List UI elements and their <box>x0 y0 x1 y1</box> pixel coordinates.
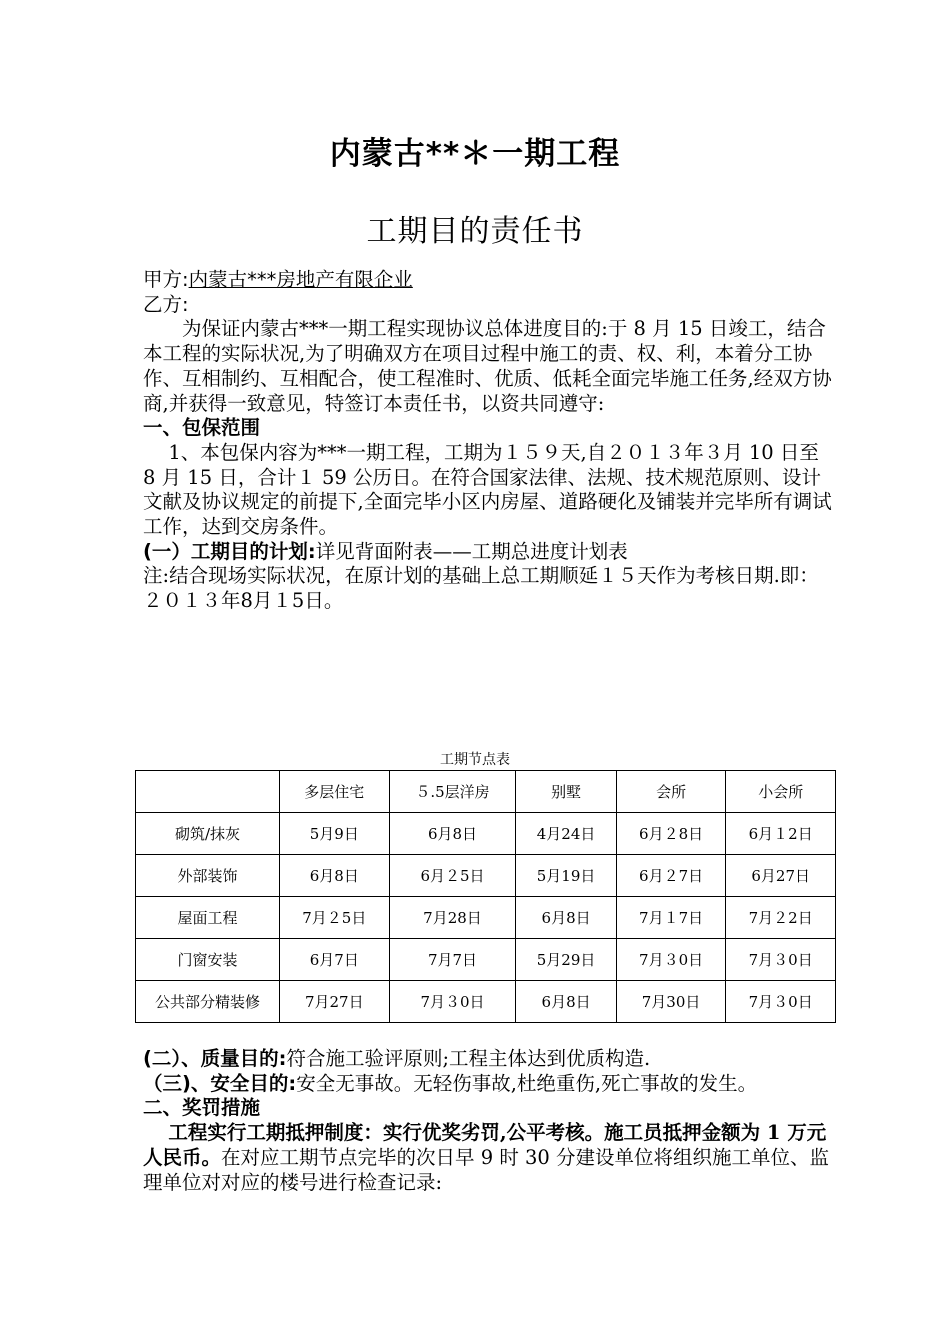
reward-bold-text: 工程实行工期抵押制度：实行优奖劣罚,公平考核。施工员抵押金额为 1 万元人民币。 <box>143 1121 827 1169</box>
section1-heading: 一、包保范围 <box>143 416 261 440</box>
table-row <box>136 813 836 855</box>
note-paragraph: 注:结合现场实际状况，在原计划的基础上总工期顺延１５天作为考核日期.即：２０１３年8月１5日。 <box>143 564 819 613</box>
table-cell: 7月28日 <box>389 897 516 939</box>
plan-label: (一）工期目的计划: <box>143 539 316 563</box>
table-cell: 6月27日 <box>726 855 836 897</box>
quality-text: 符合施工验评原则;工程主体达到优质构造. <box>286 1047 651 1070</box>
table-row <box>136 855 836 897</box>
plan-line <box>143 540 833 565</box>
party-a-line <box>143 268 833 293</box>
table-cell: 6月8日 <box>516 897 616 939</box>
table-cell: 7月３0日 <box>616 939 726 981</box>
table-row-label: 公共部分精装修 <box>136 981 280 1023</box>
table-header-cell <box>136 771 280 813</box>
party-a-label: 甲方: <box>143 268 189 291</box>
schedule-table <box>135 770 836 1023</box>
table-cell: 6月２8日 <box>616 813 726 855</box>
table-cell: 7月２5日 <box>280 897 390 939</box>
table-cell: 6月１2日 <box>726 813 836 855</box>
table-row-label: 屋面工程 <box>136 897 280 939</box>
table-header-cell: 会所 <box>616 771 726 813</box>
table-cell: 6月8日 <box>389 813 516 855</box>
table-header-cell: 小会所 <box>726 771 836 813</box>
table-caption: 工期节点表 <box>440 752 510 768</box>
table-header-cell: 多层住宅 <box>280 771 390 813</box>
table-cell: 7月２2日 <box>726 897 836 939</box>
quality-line <box>143 1047 833 1072</box>
table-cell: 6月7日 <box>280 939 390 981</box>
section2-heading: 二、奖罚措施 <box>143 1096 261 1120</box>
safety-text: 安全无事故。无轻伤事故,杜绝重伤,死亡事故的发生。 <box>296 1071 758 1095</box>
party-b-line: 乙方: <box>143 292 189 316</box>
body-section-2 <box>143 1047 833 1195</box>
plan-text: 详见背面附表——工期总进度计划表 <box>315 539 628 563</box>
table-row-label: 门窗安装 <box>136 939 280 981</box>
table-header-row <box>136 771 836 813</box>
item1-paragraph: 1、本包保内容为***一期工程，工期为１５９天,自２０１３年３月 10 日至 8 月 15 日，合计１ 59 公历日。在符合国家法律、法规、技术规范原则、设计文献及协议规定的前提下,全面完毕小区内房屋、道路硬化及铺装并完毕所有调试工作，达到交房条件。 <box>143 440 832 539</box>
table-cell: 5月29日 <box>516 939 616 981</box>
table-header-cell: ５.5层洋房 <box>389 771 516 813</box>
table-cell: 5月9日 <box>280 813 390 855</box>
reward-paragraph <box>143 1121 833 1195</box>
reward-text: 在对应工期节点完毕的次日早 9 时 30 分建设单位将组织施工单位、监理单位对对应的楼号进行检查记录: <box>143 1145 830 1194</box>
table-cell: 7月３0日 <box>726 939 836 981</box>
document-title: 内蒙古**＊一期工程 <box>329 136 621 172</box>
document-subtitle: 工期目的责任书 <box>366 214 584 249</box>
table-cell: 7月30日 <box>616 981 726 1023</box>
table-header-cell: 别墅 <box>516 771 616 813</box>
table-cell: 4月24日 <box>516 813 616 855</box>
table-cell: 6月２5日 <box>389 855 516 897</box>
table-row <box>136 981 836 1023</box>
table-cell: 7月３0日 <box>389 981 516 1023</box>
table-row-label: 砌筑/抹灰 <box>136 813 280 855</box>
party-a-value: 内蒙古***房地产有限企业 <box>188 268 413 291</box>
table-cell: 7月１7日 <box>616 897 726 939</box>
table-cell: 7月27日 <box>280 981 390 1023</box>
table-cell: 7月３0日 <box>726 981 836 1023</box>
table-cell: 6月8日 <box>280 855 390 897</box>
safety-line <box>143 1072 833 1097</box>
body-section-1 <box>143 268 833 614</box>
safety-label: （三)、安全目的: <box>143 1071 297 1095</box>
table-cell: 5月19日 <box>516 855 616 897</box>
table-row <box>136 939 836 981</box>
table-cell: 6月２7日 <box>616 855 726 897</box>
intro-paragraph: 为保证内蒙古***一期工程实现协议总体进度目的:于 8 月 15 日竣工，结合本工程的实际状况,为了明确双方在项目过程中施工的责、权、利，本着分工协作、互相制约、互相配合，使工程准时、优质、低耗全面完毕施工任务,经双方协商,并获得一致意见，特签订本责任书，以资共同遵守: <box>143 317 832 415</box>
table-cell: 7月7日 <box>389 939 516 981</box>
table-row-label: 外部装饰 <box>136 855 280 897</box>
table-row <box>136 897 836 939</box>
table-cell: 6月8日 <box>516 981 616 1023</box>
quality-label: (二）、质量目的: <box>143 1047 287 1070</box>
